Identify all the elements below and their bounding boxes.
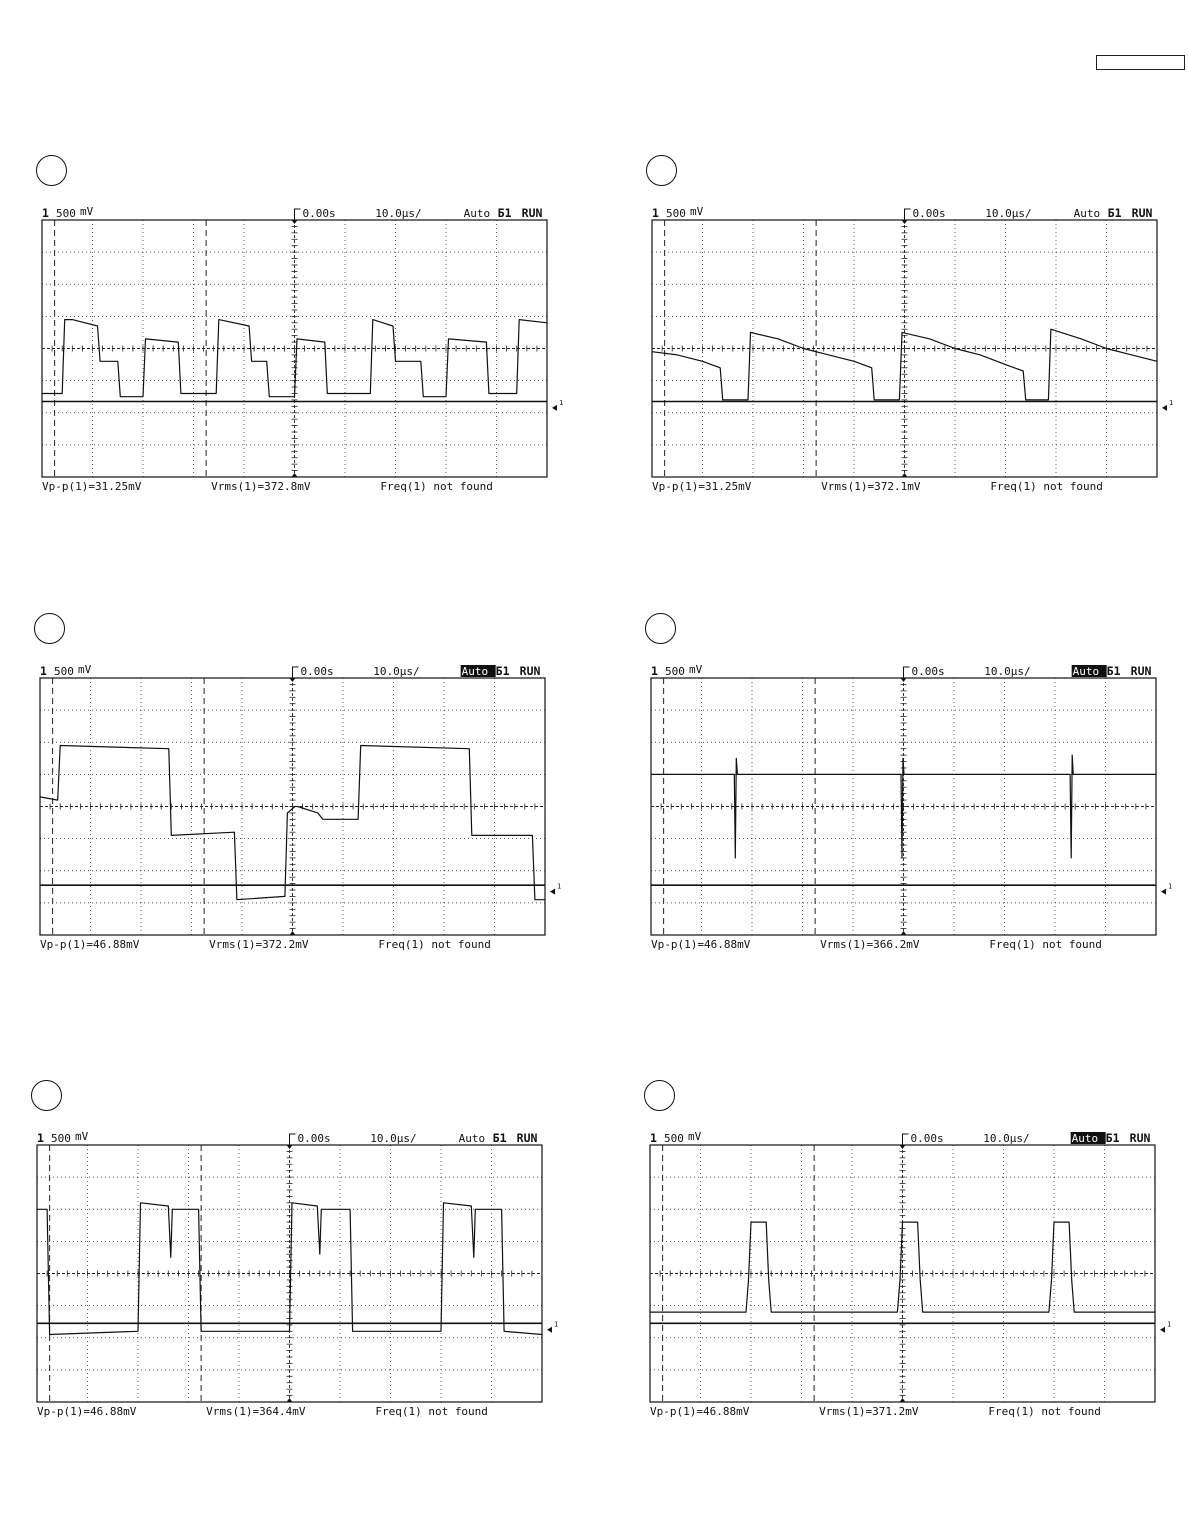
volts-per-div: 500 [54, 665, 74, 678]
scope-panel-3 [40, 628, 570, 958]
trigger-point-bottom [290, 931, 296, 935]
channel-number: 1 [40, 664, 47, 678]
trigger-mode: Auto [1073, 207, 1101, 220]
ground-level-marker [547, 1327, 552, 1333]
scope-panel-5 [37, 1095, 567, 1425]
oscilloscope-display [37, 1095, 567, 1425]
vrms-measurement: Vrms(1)=372.1mV [821, 480, 921, 493]
ground-channel-label: 1 [1169, 398, 1174, 407]
delay-readout: 0.00s [912, 207, 946, 220]
trigger-point-bottom [292, 473, 298, 477]
trigger-mode: Auto [463, 207, 491, 220]
vpp-measurement: Vp-p(1)=31.25mV [652, 480, 752, 493]
trigger-source: Ƃ1 [1106, 664, 1121, 678]
channel-number: 1 [650, 1131, 657, 1145]
volts-unit: mV [690, 205, 704, 218]
delay-readout: 0.00s [300, 665, 334, 678]
trigger-delay-marker [293, 667, 299, 678]
trigger-source: Ƃ1 [492, 1131, 507, 1145]
time-per-div: 10.0µs/ [373, 665, 420, 678]
scope-panel-2 [652, 170, 1182, 500]
ground-channel-label: 1 [1168, 882, 1173, 891]
trigger-source: Ƃ1 [1105, 1131, 1120, 1145]
frequency-measurement: Freq(1) not found [375, 1405, 488, 1418]
ground-channel-label: 1 [1167, 1320, 1172, 1329]
scope-panel-4 [651, 628, 1181, 958]
channel-number: 1 [37, 1131, 44, 1145]
delay-readout: 0.00s [911, 665, 945, 678]
vpp-measurement: Vp-p(1)=46.88mV [651, 938, 751, 951]
trigger-mode: Auto [1072, 665, 1100, 678]
volts-per-div: 500 [51, 1132, 71, 1145]
trigger-point-bottom [287, 1398, 293, 1402]
trigger-delay-marker [295, 209, 301, 220]
volts-per-div: 500 [664, 1132, 684, 1145]
ground-level-marker [1160, 1327, 1165, 1333]
vrms-measurement: Vrms(1)=372.2mV [209, 938, 309, 951]
run-status: RUN [1130, 664, 1152, 678]
trigger-source: Ƃ1 [1107, 206, 1122, 220]
oscilloscope-display [651, 628, 1181, 958]
trigger-mode: Auto [1071, 1132, 1099, 1145]
scope-panel-1 [42, 170, 572, 500]
ground-level-marker [552, 405, 557, 411]
trigger-point-bottom [901, 931, 907, 935]
run-status: RUN [1131, 206, 1153, 220]
oscilloscope-display [652, 170, 1182, 500]
trigger-point-top [292, 220, 298, 224]
trigger-point-top [287, 1145, 293, 1149]
trigger-point-top [900, 1145, 906, 1149]
frequency-measurement: Freq(1) not found [990, 480, 1103, 493]
frequency-measurement: Freq(1) not found [988, 1405, 1101, 1418]
time-per-div: 10.0µs/ [370, 1132, 417, 1145]
scope-panel-6 [650, 1095, 1180, 1425]
ground-channel-label: 1 [554, 1320, 559, 1329]
oscilloscope-display [650, 1095, 1180, 1425]
volts-per-div: 500 [665, 665, 685, 678]
time-per-div: 10.0µs/ [985, 207, 1032, 220]
time-per-div: 10.0µs/ [375, 207, 422, 220]
run-status: RUN [516, 1131, 538, 1145]
ground-channel-label: 1 [557, 882, 562, 891]
volts-unit: mV [689, 663, 703, 676]
run-status: RUN [521, 206, 543, 220]
channel-number: 1 [42, 206, 49, 220]
volts-unit: mV [75, 1130, 89, 1143]
vrms-measurement: Vrms(1)=371.2mV [819, 1405, 919, 1418]
page-tag-box [1096, 55, 1185, 70]
ground-level-marker [1161, 889, 1166, 895]
vpp-measurement: Vp-p(1)=46.88mV [37, 1405, 137, 1418]
channel-number: 1 [651, 664, 658, 678]
trigger-mode: Auto [458, 1132, 486, 1145]
vpp-measurement: Vp-p(1)=31.25mV [42, 480, 142, 493]
vpp-measurement: Vp-p(1)=46.88mV [650, 1405, 750, 1418]
oscilloscope-display [42, 170, 572, 500]
vrms-measurement: Vrms(1)=372.8mV [211, 480, 311, 493]
delay-readout: 0.00s [910, 1132, 944, 1145]
trigger-point-bottom [900, 1398, 906, 1402]
delay-readout: 0.00s [297, 1132, 331, 1145]
trigger-mode: Auto [461, 665, 489, 678]
channel-number: 1 [652, 206, 659, 220]
time-per-div: 10.0µs/ [983, 1132, 1030, 1145]
trigger-delay-marker [905, 209, 911, 220]
trigger-source: Ƃ1 [495, 664, 510, 678]
ground-channel-label: 1 [559, 398, 564, 407]
waveform-trace [652, 329, 1157, 400]
volts-unit: mV [80, 205, 94, 218]
frequency-measurement: Freq(1) not found [380, 480, 493, 493]
volts-per-div: 500 [56, 207, 76, 220]
vrms-measurement: Vrms(1)=364.4mV [206, 1405, 306, 1418]
trigger-point-bottom [902, 473, 908, 477]
run-status: RUN [519, 664, 541, 678]
volts-per-div: 500 [666, 207, 686, 220]
trigger-delay-marker [904, 667, 910, 678]
ground-level-marker [1162, 405, 1167, 411]
trigger-source: Ƃ1 [497, 206, 512, 220]
time-per-div: 10.0µs/ [984, 665, 1031, 678]
delay-readout: 0.00s [302, 207, 336, 220]
trigger-delay-marker [290, 1134, 296, 1145]
ground-level-marker [550, 889, 555, 895]
volts-unit: mV [688, 1130, 702, 1143]
frequency-measurement: Freq(1) not found [378, 938, 491, 951]
trigger-point-top [902, 220, 908, 224]
vrms-measurement: Vrms(1)=366.2mV [820, 938, 920, 951]
trigger-point-top [901, 678, 907, 682]
vpp-measurement: Vp-p(1)=46.88mV [40, 938, 140, 951]
volts-unit: mV [78, 663, 92, 676]
oscilloscope-display [40, 628, 570, 958]
trigger-delay-marker [903, 1134, 909, 1145]
run-status: RUN [1129, 1131, 1151, 1145]
trigger-point-top [290, 678, 296, 682]
frequency-measurement: Freq(1) not found [989, 938, 1102, 951]
